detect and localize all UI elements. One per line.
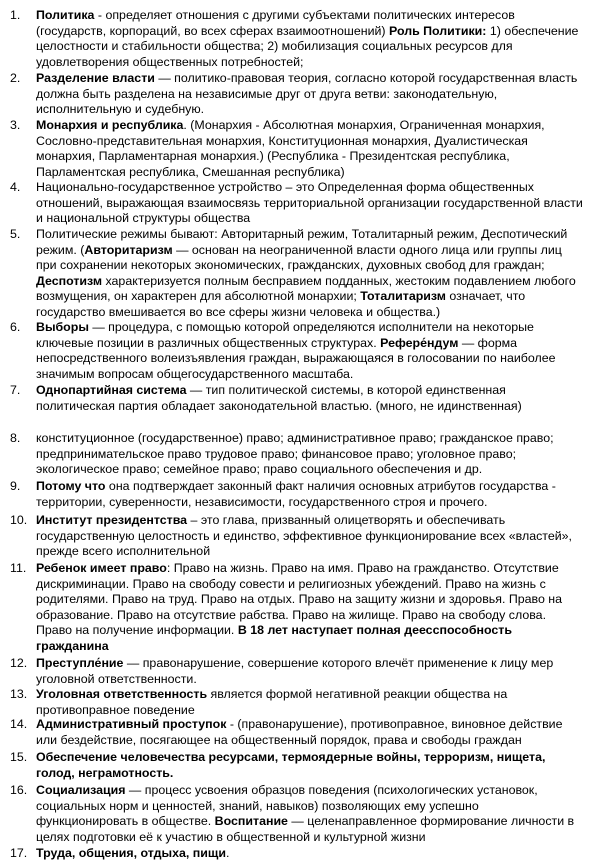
list-item-number: 17. xyxy=(10,846,28,860)
bold-term: Авторитаризм xyxy=(84,242,173,257)
text-run: 1) обеспечение целостности и стабильности общества; 2) мобилизация социальных ресурсов для удовлетворения общественных потребностей; xyxy=(36,23,579,69)
list-item-text xyxy=(36,180,584,227)
bold-term: Тоталитаризм xyxy=(360,289,446,303)
text-run: — правонарушение, совершение которого влечёт применение к лицу мер уголовной ответственности. xyxy=(36,656,554,686)
bold-term: Обеспечение человечества ресурсами, термоядерные войны, терроризм, нищета, голод, неграмотность. xyxy=(36,750,546,780)
list-item-text xyxy=(36,8,584,70)
bold-term: В 18 лет наступает полная деесспособность гражданина xyxy=(36,623,512,653)
bold-term: Монархия и республика xyxy=(36,118,184,132)
bold-term: Выборы xyxy=(36,320,89,334)
list-item-text xyxy=(36,687,584,718)
text-run: — целенаправленное формирование личности в целях подготовки её к участию в общественной и культурной жизни xyxy=(36,814,575,844)
text-run: является формой негативной реакции общества на противоправное поведение xyxy=(36,687,508,717)
list-item-number: 5. xyxy=(10,227,21,241)
text-run: Национально-государственное устройство – это Определенная форма общественных отношений, выражающая взаимосвязь территориальной организации государственной власти и национальной структуры общества xyxy=(36,180,583,225)
bold-term: Деспотизм xyxy=(36,273,103,288)
text-run: — политико-правовая теория, согласно которой государственная власть должна быть разделена на независимые друг от друга ветви: законодательную, исполнительную и судебную. xyxy=(36,71,578,116)
list-item-number: 4. xyxy=(10,180,21,194)
text-run: - определяет отношения с другими субъектами политических интересов (государств, корпораций, во всех сферах взаимоотношений) xyxy=(36,8,515,38)
bold-term: Труда, общения, отдыха, пищи xyxy=(36,846,226,860)
list-item-number: 8. xyxy=(10,431,21,445)
list-item-text xyxy=(36,750,584,781)
text-run: – это глава, призванный олицетворять и обеспечивать государственную целостность и единство, эффективное функционирование всех «властей», прежде всего исполнительной xyxy=(36,513,572,558)
list-item-text xyxy=(36,561,584,654)
list-item-text xyxy=(36,717,584,748)
bold-term: Политика xyxy=(36,8,95,22)
list-item-number: 15. xyxy=(10,750,28,764)
bold-term: Ребенок имеет право xyxy=(36,561,167,575)
text-run: она подтверждает законный факт наличия основных атрибутов государства - территории, суверенности, независимости, государственного строя и прочего. xyxy=(36,479,556,509)
list-item-number: 13. xyxy=(10,687,28,701)
list-item-text xyxy=(36,513,584,560)
text-run: : Право на жизнь. Право на имя. Право на гражданство. Отсутствие дискриминации. Право на свободу совести и религиозных убеждений. Право на жизнь с родителями. Право на труд. Право на отдых. Право на защиту жизни и здоровья. Право на образование. Право на отсутствие рабства. Право на жилище. Право на свободу слова. Право на получение информации. xyxy=(36,561,563,637)
text-run: . xyxy=(225,846,230,860)
bold-term: Рефере́ндум xyxy=(380,335,459,350)
list-item-number: 14. xyxy=(10,717,28,731)
list-item-number: 7. xyxy=(10,383,21,397)
text-run: — тип политической системы, в которой единственная политическая партия обладает законодательной властью. (много, не идинственная) xyxy=(36,383,522,413)
list-item-number: 12. xyxy=(10,656,28,670)
bold-term: Преступле́ние xyxy=(36,656,124,670)
list-item-text xyxy=(36,320,584,382)
list-item-text xyxy=(36,479,584,510)
list-item-text xyxy=(36,846,584,862)
bold-term: Институт президентства xyxy=(36,513,188,527)
list-item-number: 2. xyxy=(10,71,21,85)
text-run: характеризуется полным бесправием подданных, жестоким подавлением любого возмущения, он характерен для абсолютной монархии; xyxy=(36,273,576,303)
text-run: . (Монархия - Абсолютная монархия, Ограниченная монархия, Сословно-представительная монархия, Конституционная монархия, Дуалистическая монархия, Парламентарная монархия.) (Республика - Президентская республика, Парламентская республика, Смешанная республика) xyxy=(36,118,545,179)
list-item-text xyxy=(36,783,584,845)
text-run: — процедура, с помощью которой определяются исполнители на некоторые ключевые позиции в различных общественных структурах. xyxy=(36,320,534,350)
text-run: — основан на неограниченной власти одного лица или группы лиц при сохранении некоторых экономических, гражданских, духовных свобод для граждан; xyxy=(36,242,562,272)
list-item-text xyxy=(36,383,584,414)
bold-term: Потому что xyxy=(36,479,106,493)
text-run: — процесс усвоения образцов поведения (психологических установок, социальных норм и ценностей, знаний, навыков) позволяющих ему успешно функционировать в обществе. xyxy=(36,783,538,828)
text-run: конституционное (государственное) право; административное право; гражданское право; предпринимательское право трудовое право; финансовое право; уголовное право; экологическое право; семейное право; право социального обеспечения и др. xyxy=(36,431,554,476)
text-run: означает, что государство вмешивается во все сферы жизни человека и общества.) xyxy=(36,289,526,319)
bold-term: Уголовная ответственность xyxy=(36,687,208,701)
list-item-text xyxy=(36,118,584,180)
list-item-number: 10. xyxy=(10,513,28,527)
bold-term: Социализация xyxy=(36,783,126,797)
list-item-text xyxy=(36,431,584,478)
list-item-number: 3. xyxy=(10,118,21,132)
list-item-text xyxy=(36,656,584,687)
bold-term: Однопартийная система xyxy=(36,383,187,397)
list-item-text xyxy=(36,71,584,118)
bold-term: Воспитание xyxy=(214,814,288,828)
list-item-number: 1. xyxy=(10,8,21,22)
list-item-text xyxy=(36,227,584,320)
list-item-number: 6. xyxy=(10,320,21,334)
text-run: - (правонарушение), противоправное, виновное действие или бездействие, посягающее на общественный порядок, права и свободы граждан xyxy=(36,717,563,747)
text-run: Политические режимы бывают: Авторитарный режим, Тоталитарный режим, Деспотический режим. ( xyxy=(36,227,568,257)
list-item-number: 16. xyxy=(10,783,28,797)
bold-term: Роль Политики: xyxy=(388,23,487,38)
text-run: — форма непосредственного волеизъявления граждан, выражающаяся в голосовании по наиболее значимым вопросам общегосударственного масштаба. xyxy=(36,335,556,381)
bold-term: Административный проступок xyxy=(36,717,227,731)
list-item-number: 11. xyxy=(10,561,27,575)
list-item-number: 9. xyxy=(10,479,21,493)
bold-term: Разделение власти xyxy=(36,71,155,85)
